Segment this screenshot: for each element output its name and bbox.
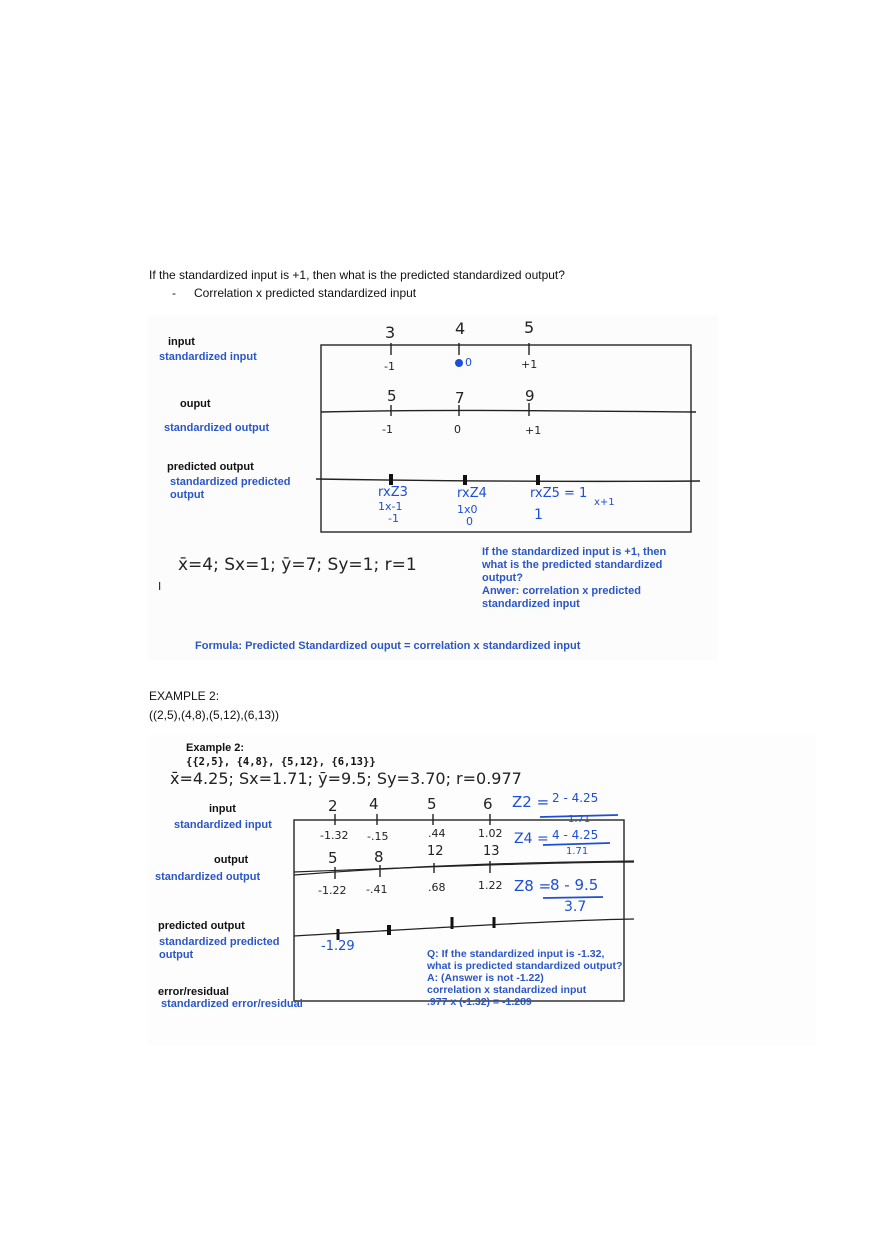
predicted-result: 0	[466, 515, 473, 528]
bullet-text: Correlation x predicted standardized input	[194, 286, 417, 300]
standardized-output-value: +1	[525, 424, 542, 437]
output-value: 7	[455, 389, 465, 407]
output-value: 12	[427, 844, 444, 859]
input-value: 5	[524, 318, 535, 337]
predicted-expression: rxZ3	[378, 485, 408, 500]
standardized-input-value: 0	[465, 356, 472, 369]
standardized-input-label: standardized input	[159, 351, 257, 363]
standardized-input-value: 1.02	[478, 827, 503, 840]
summary-stats: x̄=4; Sx=1; ȳ=7; Sy=1; r=1	[178, 555, 417, 575]
answer-note	[427, 948, 622, 1008]
z2-numerator: 2 - 4.25	[552, 791, 599, 805]
input-value: 5	[427, 795, 437, 813]
predicted-output-label: predicted output	[158, 920, 245, 932]
predicted-result: -1	[388, 512, 399, 525]
z2-lhs: Z2 =	[512, 793, 550, 811]
standardized-predicted-label-2: output	[159, 949, 194, 961]
standardized-input-value: -.15	[367, 830, 389, 843]
standardized-output-value: -1.22	[318, 884, 347, 897]
note-line: what is predicted standardized output?	[427, 960, 623, 972]
standardized-predicted-label-1: standardized predicted	[170, 476, 291, 488]
standardized-output-value: 0	[454, 423, 461, 436]
input-value: 4	[369, 795, 379, 813]
note-line: standardized input	[482, 598, 580, 610]
input-value: 2	[328, 797, 338, 815]
note-line: Anwer: correlation x predicted	[482, 585, 641, 597]
note-line: If the standardized input is +1, then	[482, 546, 667, 558]
standardized-input-value: -1.32	[320, 829, 349, 842]
standardized-input-value: +1	[521, 358, 538, 371]
note-line: A: (Answer is not -1.22)	[427, 972, 544, 984]
stray-mark: I	[158, 580, 162, 593]
input-label: input	[209, 803, 236, 815]
note-line: correlation x standardized input	[427, 984, 587, 996]
standardized-output-value: -1	[382, 423, 393, 436]
standardized-error-label: standardized error/residual	[161, 998, 303, 1010]
bullet-marker: -	[172, 286, 176, 300]
predicted-calc: x+1	[594, 497, 615, 508]
z8-numerator: 8 - 9.5	[550, 876, 599, 894]
output-value: 9	[525, 387, 535, 405]
standardized-input-label: standardized input	[174, 819, 272, 831]
standardized-output-value: -.41	[366, 883, 388, 896]
predicted-output-label: predicted output	[167, 461, 254, 473]
output-label: output	[214, 854, 249, 866]
predicted-calc: 1x-1	[378, 500, 403, 513]
output-value: 5	[387, 387, 397, 405]
z4-denominator: 1.71	[566, 846, 589, 857]
error-label: error/residual	[158, 986, 229, 998]
summary-stats: x̄=4.25; Sx=1.71; ȳ=9.5; Sy=3.70; r=0.977	[170, 769, 522, 788]
predicted-value: -1.29	[321, 939, 355, 954]
standardized-input-value: .44	[428, 827, 446, 840]
standardized-output-label: standardized output	[155, 871, 261, 883]
standardized-output-label: standardized output	[164, 422, 270, 434]
input-value: 4	[455, 319, 466, 338]
z2-denominator: 1.71	[568, 814, 591, 825]
answer-note	[482, 546, 666, 611]
example1-figure	[148, 315, 718, 660]
example2-heading: Example 2:	[186, 742, 245, 754]
input-value: 3	[385, 323, 396, 342]
z8-lhs: Z8 =	[514, 877, 552, 895]
standardized-output-value: 1.22	[478, 879, 503, 892]
standardized-output-value: .68	[428, 881, 446, 894]
standardized-input-value: -1	[384, 360, 395, 373]
question-text: If the standardized input is +1, then what is the predicted standardized output?	[149, 268, 565, 282]
output-value: 8	[374, 848, 384, 866]
standardized-predicted-label-2: output	[170, 489, 205, 501]
standardized-predicted-label-1: standardized predicted	[159, 936, 280, 948]
z4-lhs: Z4 =	[514, 831, 549, 847]
z8-denominator: 3.7	[564, 899, 587, 915]
input-value: 6	[483, 795, 493, 813]
predicted-expression: rxZ4	[457, 486, 487, 501]
input-label: input	[168, 336, 195, 348]
formula-text: Formula: Predicted Standardized ouput = correlation x standardized input	[195, 640, 581, 652]
example2-figure	[148, 735, 816, 1045]
note-line: Q: If the standardized input is -1.32,	[427, 948, 605, 960]
note-line: .977 x (-1.32) = -1.289	[427, 996, 532, 1008]
predicted-expression: rxZ5 = 1	[530, 486, 588, 501]
example2-pairs: ((2,5),(4,8),(5,12),(6,13))	[149, 708, 280, 722]
predicted-result: 1	[534, 507, 543, 523]
predicted-calc: 1x0	[457, 503, 478, 516]
note-line: what is the predicted standardized	[482, 559, 663, 571]
output-label: ouput	[180, 398, 211, 410]
output-value: 5	[328, 849, 338, 867]
output-value: 13	[483, 844, 500, 859]
note-line: output?	[482, 572, 523, 584]
example2-title: EXAMPLE 2:	[149, 689, 220, 703]
z4-numerator: 4 - 4.25	[552, 828, 599, 842]
example2-set: {{2,5}, {4,8}, {5,12}, {6,13}}	[186, 756, 376, 768]
